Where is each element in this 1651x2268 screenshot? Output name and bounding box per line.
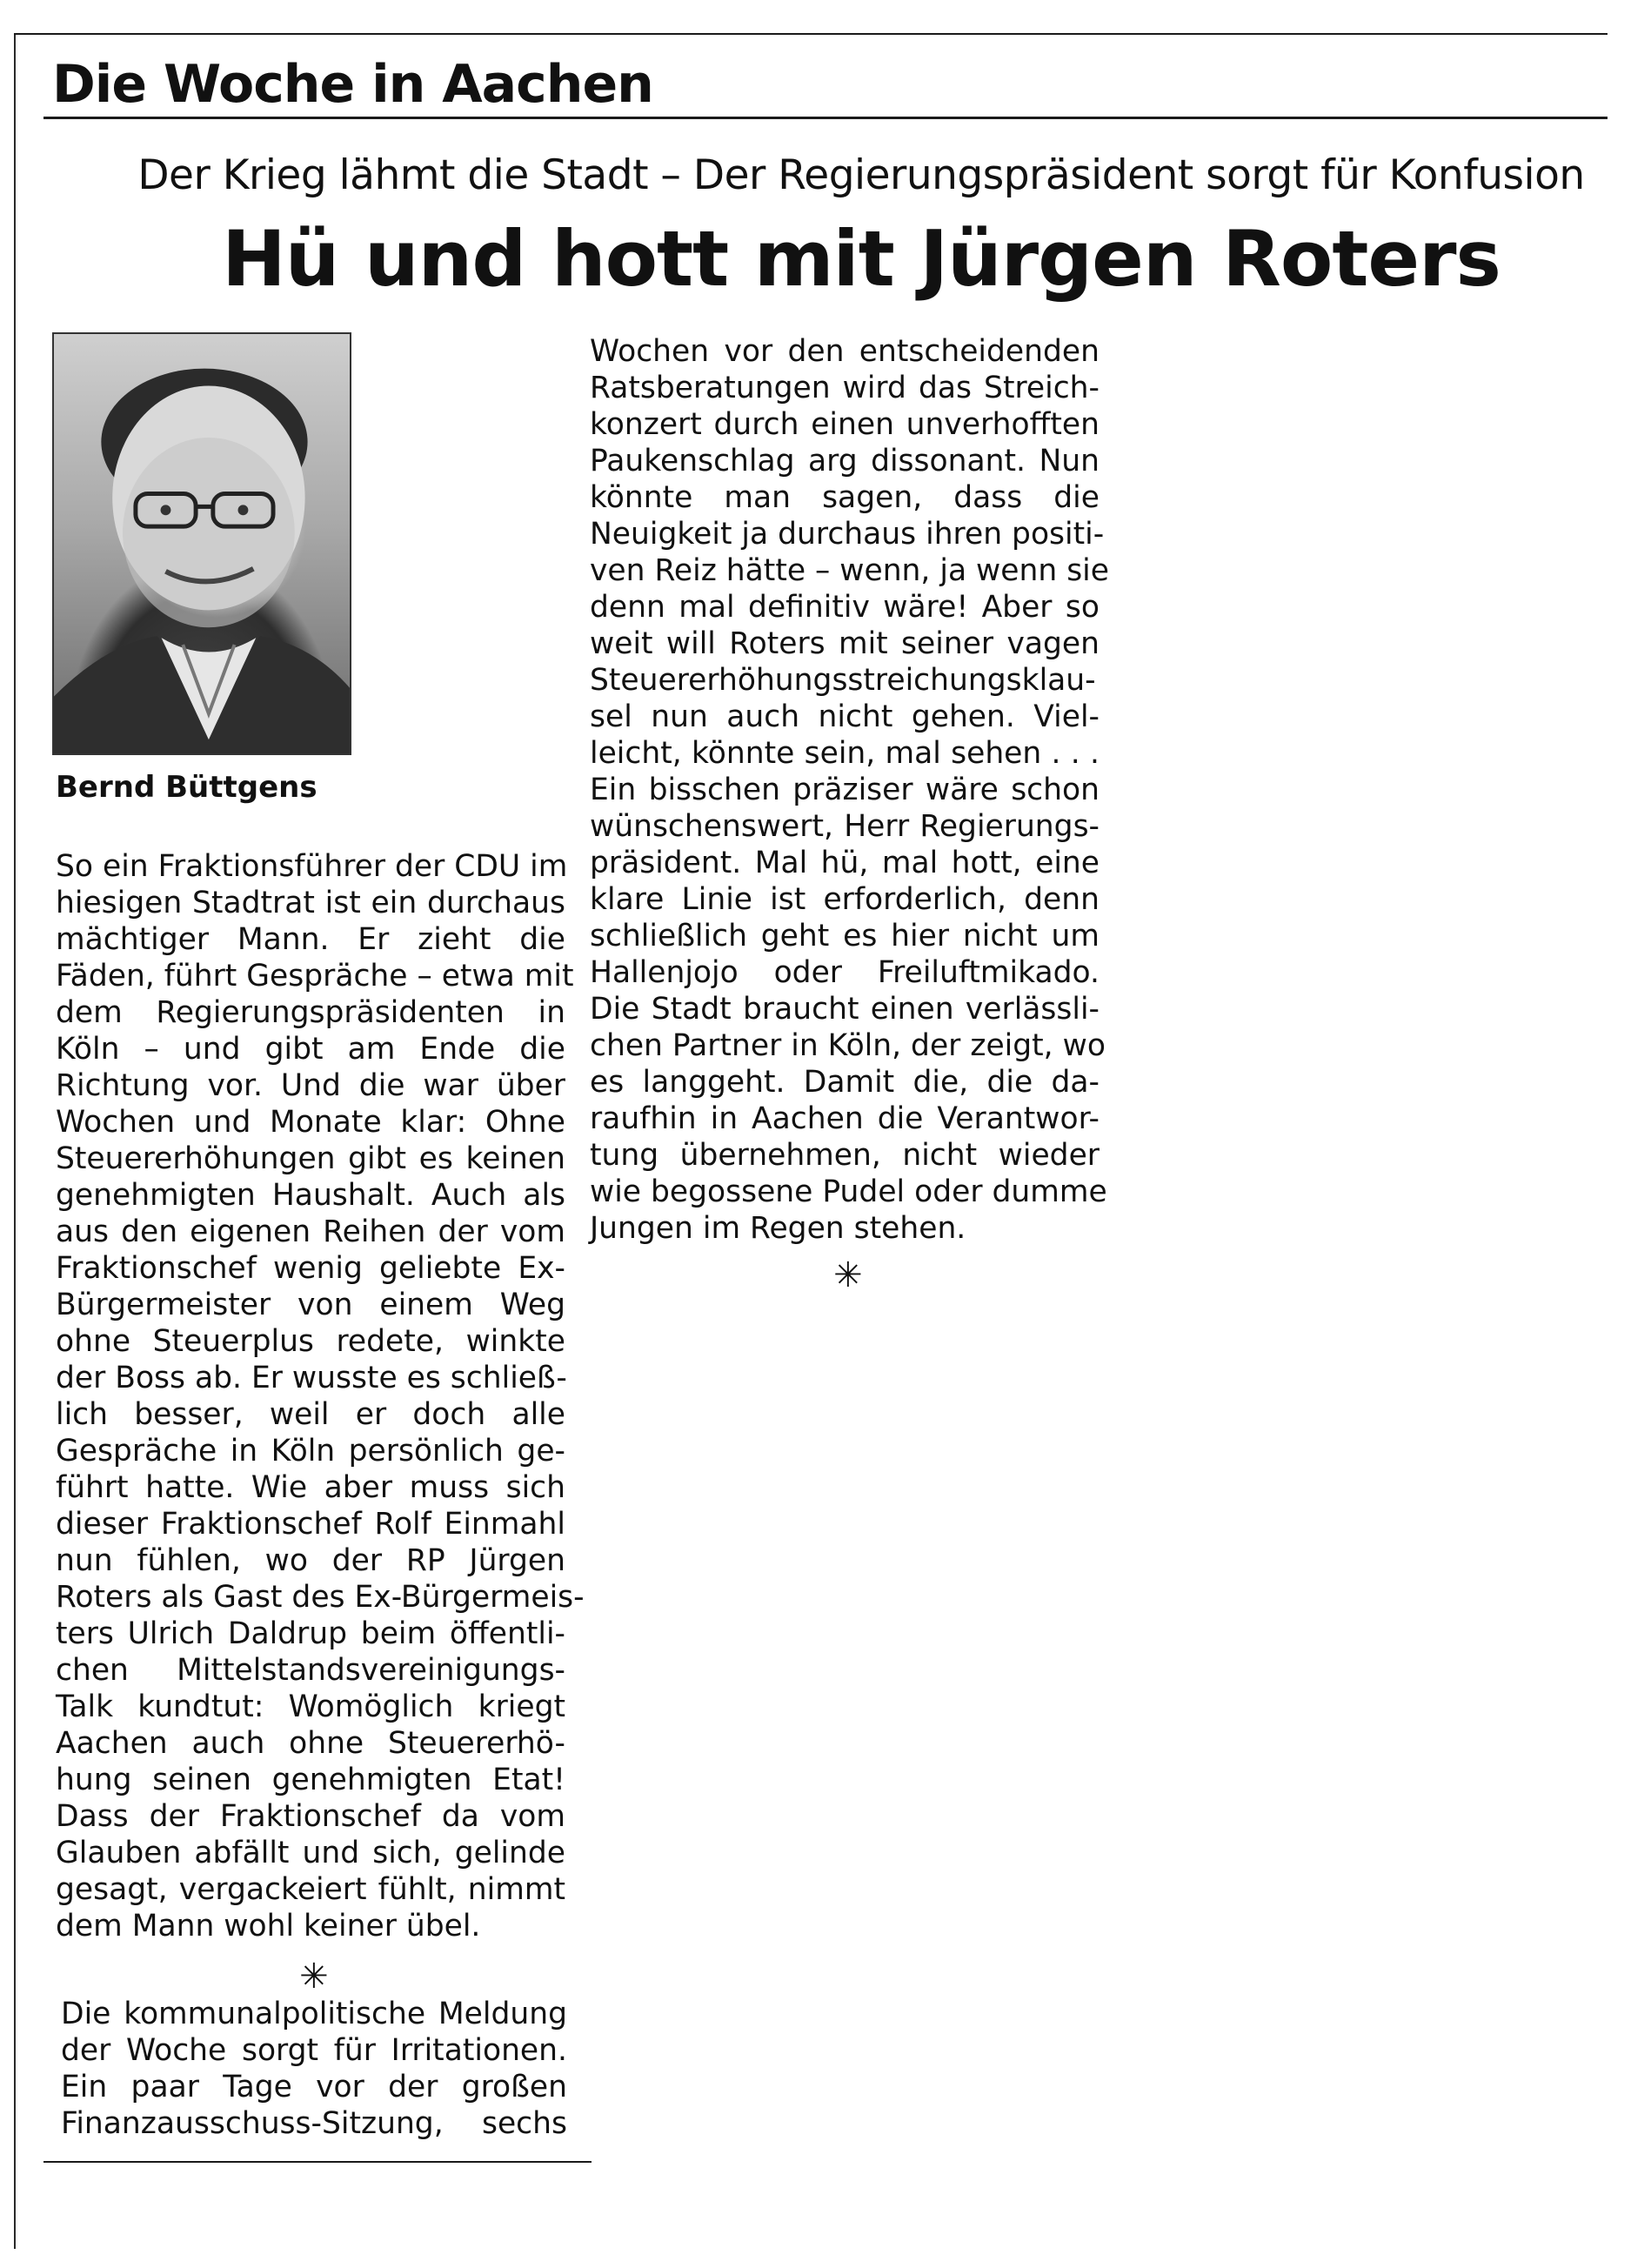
text-line: führt hatte. Wie aber muss sich: [56, 1470, 565, 1505]
text-line: ven Reiz hätte – wenn, ja wenn sie: [590, 553, 1109, 588]
text-line: dieser Fraktionschef Rolf Einmahl: [56, 1507, 565, 1542]
section-rule: [43, 117, 1608, 119]
text-line: Gespräche in Köln persönlich ge-: [56, 1434, 565, 1469]
text-line: hiesigen Stadtrat ist ein durchaus: [56, 886, 565, 920]
text-line: schließlich geht es hier nicht um: [590, 919, 1100, 953]
top-rule: [14, 33, 1608, 35]
text-line: So ein Fraktionsführer der CDU im: [56, 849, 568, 884]
text-line: nun fühlen, wo der RP Jürgen: [56, 1543, 565, 1578]
text-line: Glauben abfällt und sich, gelinde: [56, 1836, 565, 1870]
column-bottom-rule: [43, 2161, 592, 2163]
text-line: Ein paar Tage vor der großen: [61, 2070, 567, 2104]
page-left-border: [14, 35, 16, 2249]
text-line: wünschenswert, Herr Regierungs-: [590, 809, 1100, 844]
text-line: genehmigten Haushalt. Auch als: [56, 1178, 565, 1213]
text-line: lich besser, weil er doch alle: [56, 1397, 565, 1432]
text-line: tung übernehmen, nicht wieder: [590, 1138, 1100, 1173]
text-line: Ein bisschen präziser wäre schon: [590, 773, 1100, 807]
article-column-1-continued: [61, 1996, 567, 2142]
text-line: ohne Steuerplus redete, winkte: [56, 1324, 565, 1359]
author-caption: Bernd Büttgens: [56, 770, 318, 805]
text-line: Jungen im Regen stehen.: [590, 1211, 966, 1246]
text-line: dem Regierungspräsidenten in: [56, 995, 565, 1030]
text-line: Fäden, führt Gespräche – etwa mit: [56, 959, 574, 994]
text-line: Roters als Gast des Ex-Bürgermeis-: [56, 1580, 585, 1615]
text-line: Paukenschlag arg dissonant. Nun: [590, 444, 1100, 478]
text-line: wie begossene Pudel oder dumme: [590, 1174, 1107, 1209]
text-line: denn mal definitiv wäre! Aber so: [590, 590, 1100, 625]
separator-asterisk-1: ✳: [299, 1957, 329, 1997]
text-line: konzert durch einen unverhofften: [590, 407, 1100, 442]
text-line: Steuererhöhungsstreichungsklau-: [590, 663, 1096, 698]
text-line: es langgeht. Damit die, die da-: [590, 1065, 1100, 1100]
text-line: weit will Roters mit seiner vagen: [590, 626, 1100, 661]
text-line: hung seinen genehmigten Etat!: [56, 1763, 565, 1797]
text-line: Ratsberatungen wird das Streich-: [590, 371, 1100, 405]
text-line: Finanzausschuss-Sitzung, sechs: [61, 2106, 567, 2141]
text-line: präsident. Mal hü, mal hott, eine: [590, 846, 1100, 880]
text-line: Dass der Fraktionschef da vom: [56, 1799, 565, 1834]
article-column-2: [590, 333, 1109, 1247]
text-line: Die kommunalpolitische Meldung: [61, 1997, 567, 2031]
text-line: Köln – und gibt am Ende die: [56, 1032, 565, 1067]
text-line: aus den eigenen Reihen der vom: [56, 1214, 565, 1249]
portrait-drawing: [54, 334, 350, 753]
article-column-1: [56, 848, 585, 1944]
separator-asterisk-2: ✳: [833, 1255, 863, 1295]
text-line: klare Linie ist erforderlich, denn: [590, 882, 1100, 917]
text-line: Wochen und Monate klar: Ohne: [56, 1105, 565, 1140]
text-line: Bürgermeister von einem Weg: [56, 1288, 565, 1322]
text-line: Fraktionschef wenig geliebte Ex-: [56, 1251, 565, 1286]
article-headline: Hü und hott mit Jürgen Roters: [222, 214, 1501, 304]
text-line: gesagt, vergackeiert fühlt, nimmt: [56, 1872, 565, 1907]
text-line: ters Ulrich Daldrup beim öffentli-: [56, 1616, 565, 1651]
text-line: chen Mittelstandsvereinigungs-: [56, 1653, 565, 1688]
text-line: sel nun auch nicht gehen. Viel-: [590, 699, 1100, 734]
text-line: Steuererhöhungen gibt es keinen: [56, 1141, 565, 1176]
text-line: mächtiger Mann. Er zieht die: [56, 922, 565, 957]
text-line: der Woche sorgt für Irritationen.: [61, 2033, 567, 2068]
text-line: dem Mann wohl keiner übel.: [56, 1909, 481, 1944]
text-line: raufhin in Aachen die Verantwor-: [590, 1101, 1100, 1136]
text-line: Neuigkeit ja durchaus ihren positi-: [590, 517, 1105, 552]
text-line: könnte man sagen, dass die: [590, 480, 1100, 515]
text-line: chen Partner in Köln, der zeigt, wo: [590, 1028, 1106, 1063]
text-line: Talk kundtut: Womöglich kriegt: [56, 1689, 565, 1724]
text-line: Richtung vor. Und die war über: [56, 1068, 565, 1103]
text-line: Die Stadt braucht einen verlässli-: [590, 992, 1100, 1027]
text-line: leicht, könnte sein, mal sehen . . .: [590, 736, 1100, 771]
section-title: Die Woche in Aachen: [52, 54, 653, 115]
text-line: Hallenjojo oder Freiluftmikado.: [590, 955, 1100, 990]
text-line: Aachen auch ohne Steuererhö-: [56, 1726, 565, 1761]
text-line: Wochen vor den entscheidenden: [590, 334, 1100, 369]
author-portrait: [52, 332, 351, 755]
text-line: der Boss ab. Er wusste es schließ-: [56, 1361, 567, 1395]
article-subtitle: Der Krieg lähmt die Stadt – Der Regierungspräsident sorgt für Konfusion: [137, 151, 1585, 199]
